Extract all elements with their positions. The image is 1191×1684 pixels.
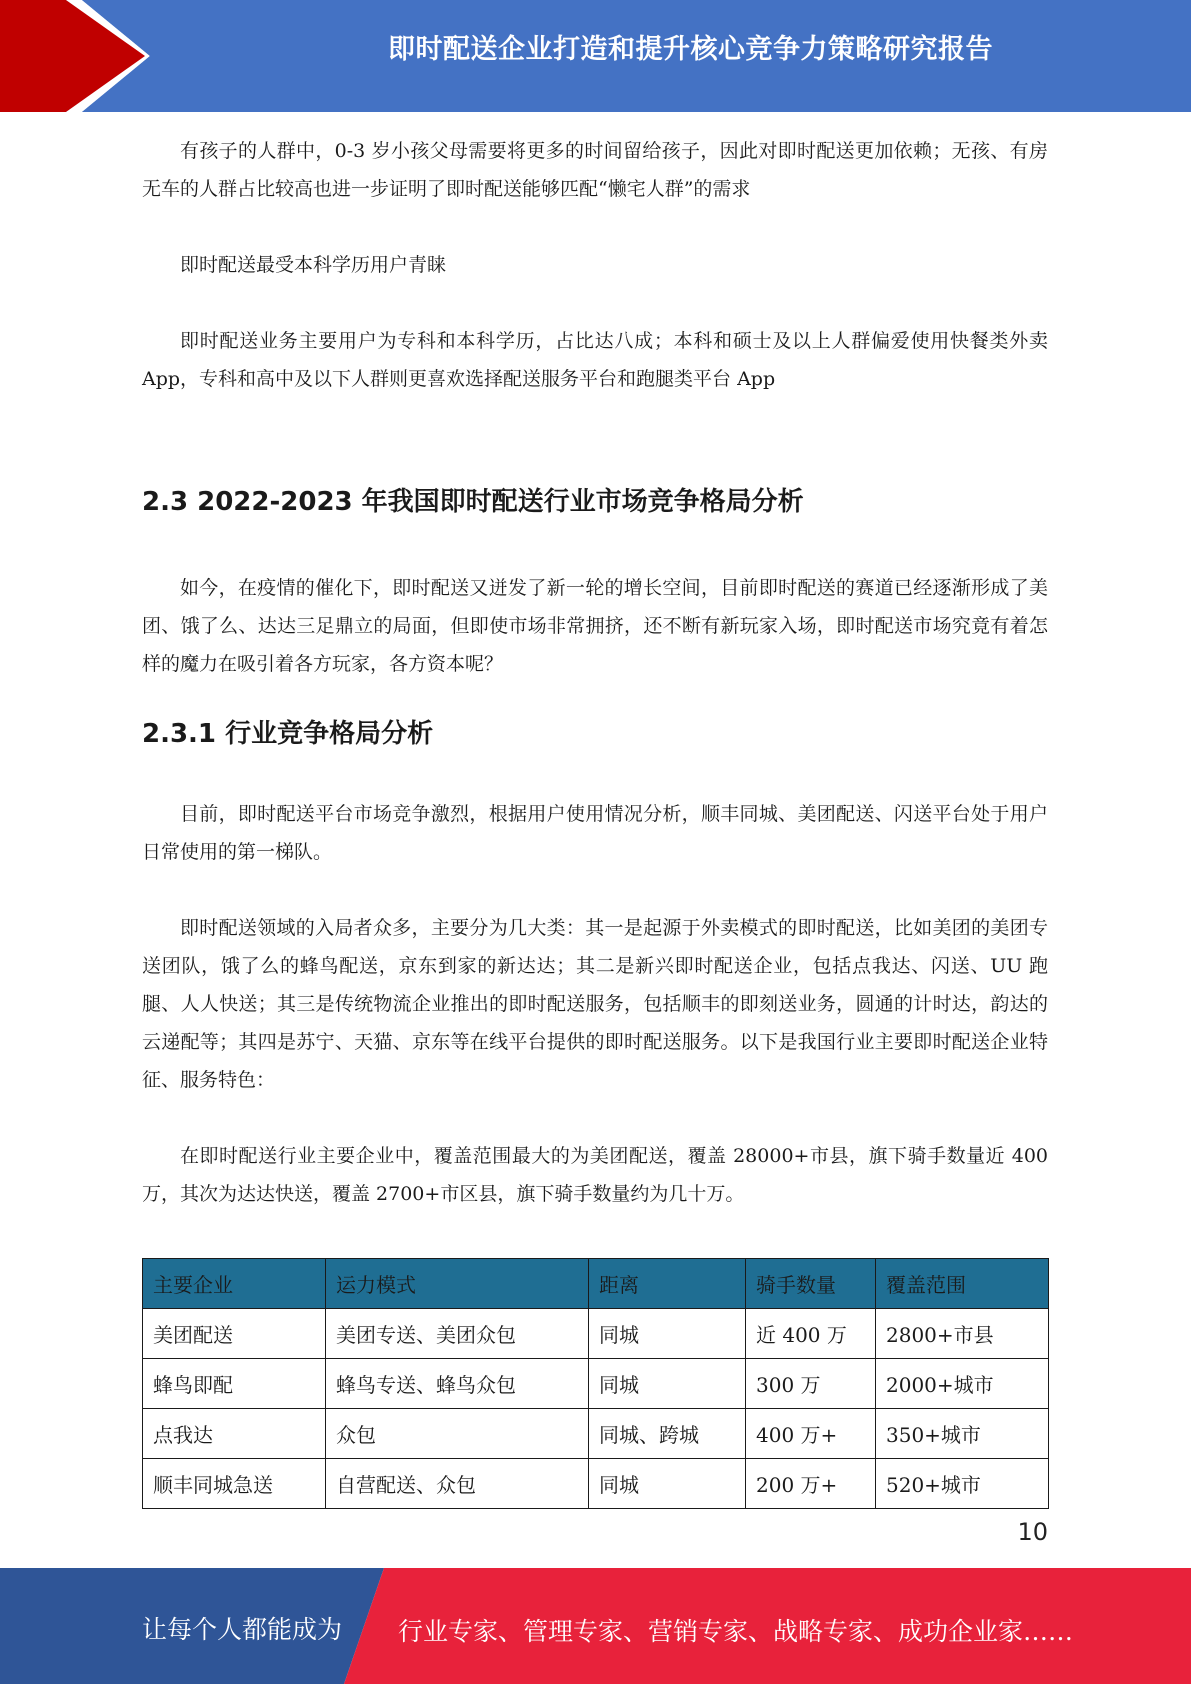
table-cell: 自营配送、众包 [326, 1459, 589, 1509]
table-cell: 点我达 [143, 1409, 326, 1459]
page-number: 10 [1017, 1518, 1048, 1546]
footer-slogan-right: 行业专家、管理专家、营销专家、战略专家、成功企业家…… [398, 1617, 1074, 1646]
table-header-cell: 距离 [589, 1259, 746, 1309]
table-cell: 520+城市 [876, 1459, 1049, 1509]
footer-slogan-left: 让每个人都能成为 [142, 1615, 343, 1644]
table-cell: 同城 [589, 1309, 746, 1359]
page-header [0, 0, 1191, 112]
paragraph: 在即时配送行业主要企业中，覆盖范围最大的为美团配送，覆盖 28000+市县，旗下骑手数量近 400 万，其次为达达快送，覆盖 2700+市区县，旗下骑手数量约为几十万。 [142, 1145, 1048, 1205]
table-cell: 2800+市县 [876, 1309, 1049, 1359]
paragraph: 即时配送最受本科学历用户青睐 [180, 254, 447, 276]
table-cell: 美团专送、美团众包 [326, 1309, 589, 1359]
table-cell: 美团配送 [143, 1309, 326, 1359]
table-header-cell: 覆盖范围 [876, 1259, 1049, 1309]
table-header-cell: 主要企业 [143, 1259, 326, 1309]
table-cell: 近 400 万 [746, 1309, 876, 1359]
paragraph: 如今，在疫情的催化下，即时配送又迸发了新一轮的增长空间，目前即时配送的赛道已经逐渐形成了美团、饿了么、达达三足鼎立的局面，但即使市场非常拥挤，还不断有新玩家入场，即时配送市场究竟有着怎样的魔力在吸引着各方玩家，各方资本呢？ [142, 577, 1048, 675]
paragraph: 有孩子的人群中，0-3 岁小孩父母需要将更多的时间留给孩子，因此对即时配送更加依赖；无孩、有房无车的人群占比较高也进一步证明了即时配送能够匹配“懒宅人群”的需求 [142, 140, 1048, 200]
section-heading: 2.3 2022-2023 年我国即时配送行业市场竞争格局分析 [142, 487, 804, 517]
table-row [143, 1359, 1049, 1409]
table-cell: 同城 [589, 1459, 746, 1509]
report-title: 即时配送企业打造和提升核心竞争力策略研究报告 [388, 34, 993, 65]
table-cell: 众包 [326, 1409, 589, 1459]
table-cell: 350+城市 [876, 1409, 1049, 1459]
subsection-heading: 2.3.1 行业竞争格局分析 [142, 719, 434, 749]
table-row [143, 1459, 1049, 1509]
table-cell: 300 万 [746, 1359, 876, 1409]
table-cell: 200 万+ [746, 1459, 876, 1509]
table-cell: 蜂鸟专送、蜂鸟众包 [326, 1359, 589, 1409]
table-header-row [143, 1259, 1049, 1309]
header-chevron-icon [0, 0, 150, 112]
table-row [143, 1309, 1049, 1359]
table-cell: 同城、跨城 [589, 1409, 746, 1459]
table-row [143, 1409, 1049, 1459]
table-cell: 2000+城市 [876, 1359, 1049, 1409]
table-cell: 同城 [589, 1359, 746, 1409]
paragraph: 即时配送业务主要用户为专科和本科学历，占比达八成；本科和硕士及以上人群偏爱使用快餐类外卖 App，专科和高中及以下人群则更喜欢选择配送服务平台和跑腿类平台 App [142, 330, 1048, 390]
paragraph: 目前，即时配送平台市场竞争激烈，根据用户使用情况分析，顺丰同城、美团配送、闪送平台处于用户日常使用的第一梯队。 [142, 803, 1048, 863]
enterprise-comparison-table [142, 1258, 1049, 1509]
table-cell: 蜂鸟即配 [143, 1359, 326, 1409]
paragraph: 即时配送领域的入局者众多，主要分为几大类：其一是起源于外卖模式的即时配送，比如美团的美团专送团队，饿了么的蜂鸟配送，京东到家的新达达；其二是新兴即时配送企业，包括点我达、闪送、UU 跑腿、人人快送；其三是传统物流企业推出的即时配送服务，包括顺丰的即刻送业务，圆通的计时达，韵达的云递配等；其四是苏宁、天猫、京东等在线平台提供的即时配送服务。以下是我国行业主要即时配送企业特征、服务特色： [142, 917, 1048, 1091]
table-header-cell: 运力模式 [326, 1259, 589, 1309]
table-header-cell: 骑手数量 [746, 1259, 876, 1309]
table-cell: 顺丰同城急送 [143, 1459, 326, 1509]
table-cell: 400 万+ [746, 1409, 876, 1459]
document-body [142, 132, 1048, 1213]
